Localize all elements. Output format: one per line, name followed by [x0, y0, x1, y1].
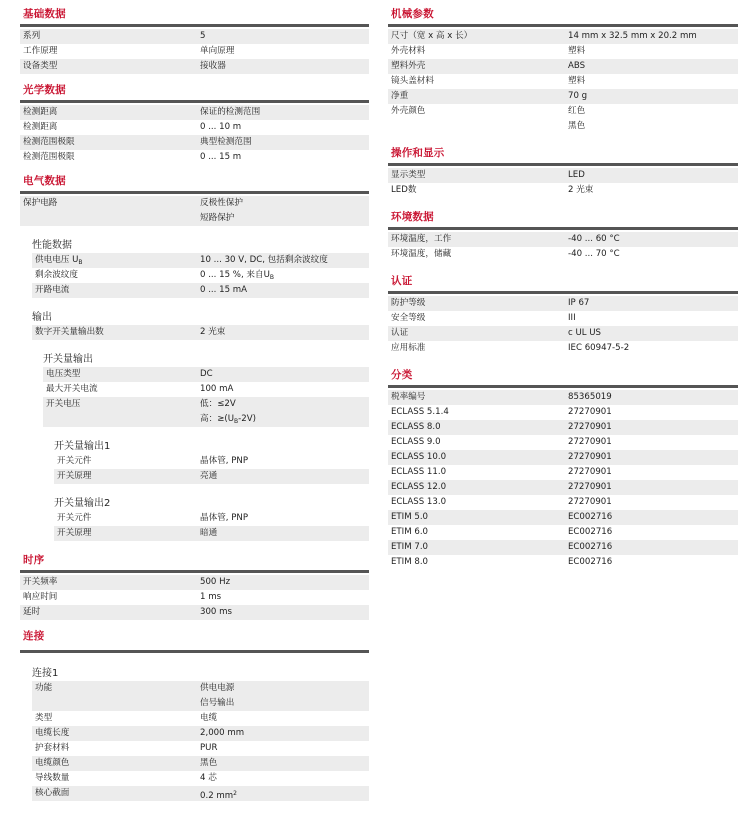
spec-table [32, 253, 369, 298]
spec-value: 70 g [568, 91, 588, 101]
spec-label: 剩余波纹度 [35, 270, 78, 280]
spec-value: 2 光束 [568, 185, 594, 195]
spec-value: 27270901 [568, 482, 612, 492]
section-optical-data [20, 82, 369, 165]
spec-value: 供电电源 [200, 683, 235, 693]
spec-row [20, 120, 369, 135]
spec-label: ETIM 6.0 [391, 527, 429, 537]
spec-label: 镜头盖材料 [391, 76, 434, 86]
spec-row [32, 741, 369, 756]
spec-value: 0 ... 10 m [200, 122, 242, 132]
spec-label: 延时 [23, 607, 41, 617]
spec-label: 核心截面 [35, 788, 70, 798]
section-timing [20, 552, 369, 620]
spec-label: ETIM 8.0 [391, 557, 429, 567]
spec-row [20, 44, 369, 59]
spec-label: ETIM 5.0 [391, 512, 429, 522]
spec-label: 塑料外壳 [391, 61, 426, 71]
spec-row [388, 495, 738, 510]
spec-value: 短路保护 [200, 213, 235, 223]
spec-value: 27270901 [568, 437, 612, 447]
subscript: B [78, 259, 83, 266]
spec-label: 系列 [23, 31, 41, 41]
spec-row [388, 168, 738, 183]
section-divider [388, 24, 738, 27]
spec-value: 27270901 [568, 497, 612, 507]
spec-row-cont [43, 412, 369, 427]
section-title: 基础数据 [23, 8, 66, 20]
spec-label: 外壳颜色 [391, 106, 426, 116]
spec-label: 认证 [391, 328, 409, 338]
spec-label: ECLASS 13.0 [391, 497, 447, 507]
spec-label: 导线数量 [35, 773, 70, 783]
spec-value: 晶体管, PNP [200, 513, 249, 523]
spec-label: 开关原理 [57, 528, 92, 538]
spec-value: 100 mA [200, 384, 234, 394]
spec-value: EC002716 [568, 542, 613, 552]
spec-label: 外壳材料 [391, 46, 426, 56]
spec-table [32, 681, 369, 801]
spec-row [32, 681, 369, 696]
spec-label: 电压类型 [46, 369, 81, 379]
spec-value: 2 光束 [200, 327, 226, 337]
spec-value: 暗通 [200, 528, 218, 538]
section-title: 时序 [23, 554, 45, 566]
spec-label: 响应时间 [23, 592, 58, 602]
subsection-title-outputs: 输出 [32, 312, 52, 323]
subscript: B [234, 418, 239, 425]
spec-label: ECLASS 12.0 [391, 482, 447, 492]
spec-value: 10 ... 30 V, DC, 包括剩余波纹度 [200, 255, 328, 265]
spec-value: -2V) [238, 414, 256, 424]
spec-label: 电缆长度 [35, 728, 70, 738]
spec-value: 亮通 [200, 471, 218, 481]
spec-row [32, 786, 369, 801]
spec-value: c UL US [568, 328, 602, 338]
spec-value: 300 ms [200, 607, 232, 617]
section-title: 电气数据 [23, 175, 66, 187]
spec-value: 典型检测范围 [200, 137, 252, 147]
spec-value: 1 ms [200, 592, 222, 602]
subsection-title-performance: 性能数据 [32, 240, 72, 251]
section-divider [388, 163, 738, 166]
section-title: 操作和显示 [391, 147, 445, 159]
spec-label: 电缆颜色 [35, 758, 70, 768]
section-divider [388, 291, 738, 294]
spec-value: III [568, 313, 576, 323]
spec-value: 500 Hz [200, 577, 231, 587]
spec-label: 尺寸（宽 x 高 x 长） [391, 31, 473, 41]
section-certification [388, 273, 738, 356]
spec-table [388, 390, 738, 570]
spec-table [388, 232, 738, 262]
spec-value: EC002716 [568, 527, 613, 537]
spec-table [32, 325, 369, 340]
spec-label: 工作原理 [23, 46, 58, 56]
spec-value: 塑料 [568, 76, 586, 86]
spec-row [20, 59, 369, 74]
spec-label: 显示类型 [391, 170, 426, 180]
spec-value: 单向原理 [200, 46, 235, 56]
spec-label: 检测距离 [23, 122, 58, 132]
spec-value: 黑色 [200, 758, 218, 768]
spec-value: 27270901 [568, 422, 612, 432]
spec-row [32, 283, 369, 298]
spec-label: 数字开关量输出数 [35, 327, 104, 337]
subsection-title-switching-output-2: 开关量输出2 [54, 498, 111, 509]
spec-row [32, 771, 369, 786]
spec-row [388, 296, 738, 311]
section-connection [20, 628, 369, 801]
spec-row [388, 29, 738, 44]
section-divider [388, 227, 738, 230]
spec-label: 检测距离 [23, 107, 58, 117]
spec-row [20, 105, 369, 120]
spec-table [388, 29, 738, 134]
spec-value: EC002716 [568, 512, 613, 522]
spec-label: 安全等级 [391, 313, 426, 323]
spec-row [43, 382, 369, 397]
spec-value: 0.2 mm [200, 791, 234, 801]
spec-row [388, 435, 738, 450]
spec-value: EC002716 [568, 557, 613, 567]
spec-label: 环境温度，工作 [391, 234, 452, 244]
spec-value: 4 芯 [200, 773, 217, 783]
spec-row [43, 397, 369, 412]
spec-value: 27270901 [568, 467, 612, 477]
spec-table [20, 105, 369, 165]
spec-row [54, 511, 369, 526]
spec-row [388, 44, 738, 59]
spec-row [388, 465, 738, 480]
spec-value: 塑料 [568, 46, 586, 56]
section-divider [20, 100, 369, 103]
spec-label: ETIM 7.0 [391, 542, 429, 552]
spec-row [43, 367, 369, 382]
spec-row [388, 390, 738, 405]
section-mechanical [388, 6, 738, 134]
spec-label: 防护等级 [391, 298, 426, 308]
section-title: 连接 [23, 630, 45, 642]
spec-value: 0 ... 15 %, 来自U [200, 270, 270, 280]
spec-row [20, 575, 369, 590]
spec-row [32, 726, 369, 741]
spec-value: 5 [200, 31, 206, 41]
spec-row [54, 469, 369, 484]
spec-row [32, 711, 369, 726]
spec-row [388, 510, 738, 525]
spec-label: 功能 [35, 683, 53, 693]
spec-row [388, 450, 738, 465]
spec-value: 2,000 mm [200, 728, 245, 738]
section-classification [388, 367, 738, 570]
section-operation-display [388, 145, 738, 198]
spec-table [20, 196, 369, 226]
spec-label: ECLASS 8.0 [391, 422, 441, 432]
spec-label: 护套材料 [35, 743, 70, 753]
spec-row [388, 89, 738, 104]
section-environment [388, 209, 738, 262]
spec-row [388, 232, 738, 247]
spec-row [388, 311, 738, 326]
spec-table [388, 168, 738, 198]
spec-label: 开关元件 [57, 456, 92, 466]
section-divider [388, 385, 738, 388]
spec-value: 27270901 [568, 407, 612, 417]
spec-label: 税率编号 [391, 392, 426, 402]
section-divider [20, 650, 369, 653]
spec-value: 接收器 [200, 61, 226, 71]
spec-row [388, 480, 738, 495]
spec-value: 14 mm x 32.5 mm x 20.2 mm [568, 31, 697, 41]
spec-label: 检测范围极限 [23, 152, 75, 162]
spec-row [32, 756, 369, 771]
spec-row [20, 150, 369, 165]
spec-table [20, 29, 369, 74]
spec-label: 应用标准 [391, 343, 426, 353]
spec-row [54, 454, 369, 469]
section-divider [20, 570, 369, 573]
spec-row [388, 540, 738, 555]
spec-label: 类型 [35, 713, 53, 723]
spec-row [388, 74, 738, 89]
spec-value: 27270901 [568, 452, 612, 462]
spec-value: 低：≤2V [200, 399, 236, 409]
spec-value: PUR [200, 743, 218, 753]
section-divider [20, 191, 369, 194]
spec-value: 晶体管, PNP [200, 456, 249, 466]
spec-label: 检测范围极限 [23, 137, 75, 147]
spec-row [388, 247, 738, 262]
spec-row [20, 135, 369, 150]
spec-row [20, 605, 369, 620]
spec-table [43, 367, 369, 427]
spec-label: 开关频率 [23, 577, 58, 587]
spec-table [54, 511, 369, 541]
spec-label: 开关原理 [57, 471, 92, 481]
section-electrical-data [20, 173, 369, 541]
spec-row [388, 420, 738, 435]
spec-value: ABS [568, 61, 586, 71]
spec-row [388, 525, 738, 540]
spec-value: 高：≥(U [200, 414, 235, 424]
spec-row [20, 29, 369, 44]
subsection-title-switching-output: 开关量输出 [43, 354, 93, 365]
spec-row [54, 526, 369, 541]
spec-label: 最大开关电流 [46, 384, 98, 394]
spec-row [20, 590, 369, 605]
spec-value: IEC 60947-5-2 [568, 343, 630, 353]
spec-row [32, 268, 369, 283]
spec-value: DC [200, 369, 213, 379]
spec-row-cont [32, 696, 369, 711]
section-title: 光学数据 [23, 84, 66, 96]
spec-row-protection [20, 196, 369, 211]
spec-row [388, 405, 738, 420]
spec-label: 保护电路 [23, 198, 58, 208]
spec-row [388, 326, 738, 341]
spec-row [388, 341, 738, 356]
spec-row [388, 183, 738, 198]
spec-label: 净重 [391, 91, 409, 101]
spec-row [32, 325, 369, 340]
section-title: 机械参数 [391, 8, 434, 20]
left-column [20, 0, 369, 801]
spec-table [54, 454, 369, 484]
section-divider [20, 24, 369, 27]
spec-table [20, 575, 369, 620]
spec-value: -40 ... 70 °C [568, 249, 620, 259]
spec-row [32, 253, 369, 268]
spec-label: ECLASS 5.1.4 [391, 407, 449, 417]
subsection-title-switching-output-1: 开关量输出1 [54, 441, 111, 452]
spec-row [388, 555, 738, 570]
spec-row [388, 59, 738, 74]
spec-value: LED [568, 170, 585, 180]
subscript: B [269, 274, 275, 281]
right-column [388, 0, 738, 570]
spec-label: 设备类型 [23, 61, 58, 71]
spec-row-protection-cont [20, 211, 369, 226]
spec-value: 保证的检测范围 [200, 107, 261, 117]
spec-value: -40 ... 60 °C [568, 234, 620, 244]
spec-label: ECLASS 11.0 [391, 467, 447, 477]
superscript: 2 [233, 790, 237, 797]
spec-value: 反极性保护 [200, 198, 243, 208]
spec-value: 0 ... 15 m [200, 152, 242, 162]
spec-value: 电缆 [200, 713, 218, 723]
section-title: 分类 [391, 369, 413, 381]
spec-value: 信号输出 [200, 698, 235, 708]
spec-label: 供电电压 U [35, 255, 79, 265]
spec-row [388, 104, 738, 119]
spec-label: LED数 [391, 185, 417, 195]
subsection-title-connection-1: 连接1 [32, 668, 59, 679]
spec-label: 开关元件 [57, 513, 92, 523]
spec-value: 红色 [568, 106, 586, 116]
spec-label: 环境温度，储藏 [391, 249, 452, 259]
section-title: 环境数据 [391, 211, 434, 223]
spec-label: ECLASS 9.0 [391, 437, 441, 447]
spec-label: 开路电流 [35, 285, 70, 295]
spec-row-cont [388, 119, 738, 134]
spec-value: 黑色 [568, 121, 586, 131]
spec-label: ECLASS 10.0 [391, 452, 447, 462]
spec-value: 85365019 [568, 392, 612, 402]
section-title: 认证 [391, 275, 413, 287]
spec-value: 0 ... 15 mA [200, 285, 248, 295]
spec-table [388, 296, 738, 356]
section-basic-data [20, 6, 369, 74]
spec-label: 开关电压 [46, 399, 81, 409]
spec-value: IP 67 [568, 298, 590, 308]
